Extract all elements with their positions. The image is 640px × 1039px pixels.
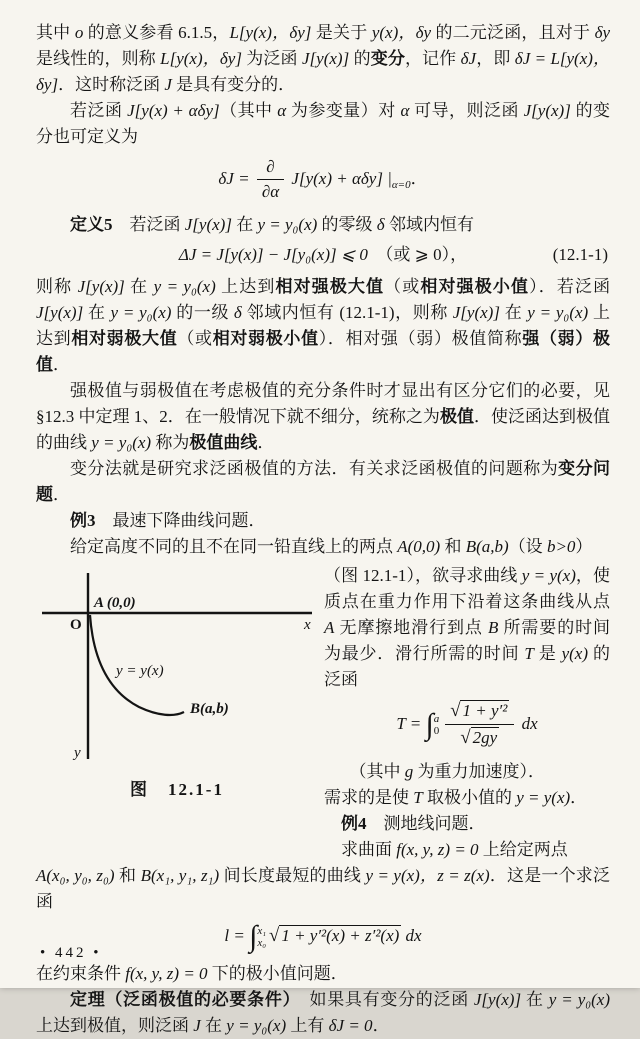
text-segment: J[y(x)] [77, 276, 125, 296]
text-segment: B(x₁, y₁, z₁) [140, 865, 220, 885]
text-segment: B(a,b) [465, 536, 509, 556]
formula-alt: （或 ⩾ 0）， [367, 244, 468, 264]
text-segment: 极值曲线 [189, 432, 258, 452]
text-segment: 求曲面 [341, 839, 397, 859]
text-segment: J[y(x)] [36, 302, 84, 322]
radical-sign: √ [269, 924, 280, 946]
formula-time-functional [324, 700, 610, 750]
paragraph-gravity-note [324, 759, 610, 785]
paragraph-theorem-necessary-condition [36, 987, 610, 1039]
text-segment: 相对强极小值 [420, 276, 530, 296]
formula-body: J[y(x) + αδy] | [287, 168, 392, 188]
text-segment: 上给定两点 [478, 839, 568, 859]
text-segment: ）．若泛函 [529, 276, 611, 296]
text-segment: δy [594, 23, 611, 42]
text-segment: α [277, 101, 287, 120]
text-segment: 变分 [370, 49, 405, 68]
text-segment: y = y₀(x) [548, 989, 611, 1009]
text-segment: J[y(x)] [302, 49, 350, 68]
radicand: 2gy [472, 728, 498, 748]
origin-label: O [70, 616, 82, 633]
text-segment: 的二元泛函，且对于 [431, 23, 595, 42]
text-segment: y = y(x) [521, 565, 576, 585]
formula-subscript: α=0 [391, 179, 411, 192]
text-segment: （或 [177, 328, 213, 348]
text-segment: A(0,0) [397, 536, 441, 556]
text-segment: A [324, 617, 335, 637]
text-segment: 在 [83, 302, 111, 322]
text-segment: o [74, 23, 84, 42]
text-segment: y = y₀(x) [110, 302, 172, 322]
text-segment: 是具有变分的． [171, 75, 296, 94]
text-segment: 相对弱极小值 [212, 328, 319, 348]
text-segment: 给定高度不同的且不在同一铅直线上的两点 [70, 536, 398, 556]
text-segment: （图 12.1-1），欲寻求曲线 [324, 565, 522, 585]
paragraph-brachistochrone-setup [36, 534, 610, 560]
integral-bounds [257, 925, 266, 949]
point-a-label: A (0,0) [94, 594, 136, 611]
text-segment: 相对强极大值 [275, 276, 385, 296]
text-column [324, 563, 610, 863]
text-segment: 为泛函 [241, 49, 303, 68]
text-segment: 强极值与弱极值在考虑极值的充分条件时才显出有区分它们的必要，见 §12.3 中定理 1、2．在一般情况下就不细分，统称之为 [36, 380, 610, 426]
text-segment: 上达到 [36, 302, 611, 348]
text-segment: 定理（泛函极值的必要条件） [70, 989, 292, 1009]
text-segment: 在约束条件 [36, 963, 126, 983]
text-segment: 上有 [286, 1015, 329, 1035]
formula-lhs: l = [224, 925, 250, 945]
radical-sign: √ [460, 727, 471, 749]
text-segment: 最速下降曲线问题． [95, 510, 266, 530]
text-segment: ． [372, 1015, 390, 1035]
integral-sign: ∫ [425, 707, 434, 741]
formula-dx: dx [401, 925, 422, 945]
figure-column [36, 563, 318, 863]
text-segment: 例4 [341, 813, 367, 833]
text-segment: f(x, y, z) = 0 [125, 963, 208, 983]
y-axis-label: y [74, 744, 81, 761]
text-segment: J [164, 75, 172, 94]
text-segment: 若泛函 [70, 101, 128, 120]
text-segment: ．使泛函达到极值的曲线 [36, 406, 611, 452]
text-segment: y = y₀(x) [91, 432, 152, 452]
text-segment: J [193, 1015, 201, 1035]
text-segment: （其中 [219, 101, 278, 120]
point-b-label: B(a,b) [190, 700, 229, 717]
text-segment: ．这是一个求泛函 [36, 865, 610, 911]
text-segment: 变分问题 [36, 458, 611, 504]
fraction [445, 700, 514, 750]
integral-lower: 0 [433, 724, 440, 737]
text-segment: 的一级 [171, 302, 234, 322]
text-segment: b>0 [546, 536, 576, 556]
paragraph-geodesic-setup [324, 837, 610, 863]
text-segment: 取极小值的 [422, 787, 517, 807]
text-segment: y = y₀(x) [527, 302, 589, 322]
text-segment: ． [257, 432, 275, 452]
text-segment: 需求的是使 [324, 787, 414, 807]
text-segment: ． [53, 354, 70, 374]
formula-variation-partial [36, 157, 610, 203]
formula-body: ΔJ = J[y(x)] − J[y₀(x)] ⩽ 0 [178, 244, 368, 264]
paragraph-seek-curve [324, 563, 610, 693]
text-segment: δJ = 0 [328, 1015, 373, 1035]
radicand: 1 + y′² [462, 700, 508, 720]
text-segment: 若泛函 [112, 214, 185, 234]
integral-bounds [434, 713, 440, 737]
integral-upper: a [433, 712, 440, 725]
text-segment: 为重力加速度）． [413, 761, 545, 781]
text-segment: y(x) [561, 643, 589, 663]
paragraph-strong-weak-extrema [36, 274, 610, 378]
two-column-section [36, 563, 610, 863]
text-segment: 邻域内恒有 (12.1-1)，则称 [241, 302, 453, 322]
text-segment: 极值 [439, 406, 474, 426]
text-segment: J[y(x)] [473, 989, 522, 1009]
text-segment: 上达到极值，则泛函 [36, 1015, 194, 1035]
text-segment: 如果具有变分的泛函 [291, 989, 474, 1009]
text-segment: ．这时称泛函 [58, 75, 165, 94]
text-segment: 下的极小值问题． [207, 963, 348, 983]
text-segment: y = y₀(x) [153, 276, 216, 296]
formula-delta-j-inequality [36, 242, 610, 268]
text-segment: 在 [499, 302, 528, 322]
text-segment: ． [53, 484, 70, 504]
text-segment: 的泛函 [324, 643, 611, 689]
text-segment: ． [570, 787, 588, 807]
text-segment: 的意义参看 6.1.5， [83, 23, 230, 42]
text-segment: δJ [460, 49, 477, 68]
text-segment: ）．相对强（弱）极值简称 [318, 328, 523, 348]
formula-lhs: T = [396, 713, 426, 733]
text-segment: 和 [440, 536, 466, 556]
text-segment: 是关于 [311, 23, 372, 42]
text-segment: 上达到 [215, 276, 276, 296]
paragraph-extrema-distinction [36, 378, 610, 456]
text-segment: ，记作 [404, 49, 461, 68]
equation-number: (12.1-1) [552, 244, 608, 264]
integral-upper: x₁ [257, 924, 267, 937]
radicand: 1 + y′²(x) + z′²(x) [281, 925, 400, 945]
text-segment: 邻域内恒有 [384, 214, 474, 234]
text-segment: 则称 [36, 276, 78, 296]
text-segment: 无摩擦地滑行到点 [334, 617, 488, 637]
fraction-numerator [445, 700, 514, 724]
text-segment: y = y(x)，z = z(x) [365, 865, 490, 885]
heading-example-4 [324, 811, 610, 837]
text-segment: 间长度最短的曲线 [219, 865, 366, 885]
text-segment: 在 [231, 214, 258, 234]
text-segment: ，即 [476, 49, 515, 68]
text-segment: J[y(x)] [452, 302, 500, 322]
text-segment: （设 [508, 536, 547, 556]
text-segment: y = y(x) [516, 787, 571, 807]
text-segment: y = y₀(x) [226, 1015, 287, 1035]
text-segment: L[y(x)，δy] [229, 23, 312, 42]
text-segment: T [413, 787, 423, 807]
paragraph-minimize-T [324, 785, 610, 811]
text-segment: 的零级 [317, 214, 377, 234]
text-segment: 在 [124, 276, 154, 296]
paragraph-alpha-derivative [36, 98, 610, 150]
radical-sign: √ [450, 699, 461, 721]
fraction-denominator [445, 724, 514, 749]
text-segment: （或 [384, 276, 421, 296]
paragraph-variational-method [36, 456, 610, 508]
text-segment: g [404, 761, 414, 781]
text-segment: 可导，则泛函 [409, 101, 524, 120]
text-segment: 相对弱极大值 [71, 328, 178, 348]
text-segment: δJ = L[y(x)，δy] [36, 49, 611, 94]
fraction-denominator: ∂α [257, 179, 284, 202]
text-segment: 称为 [151, 432, 190, 452]
text-segment: 所需要的时间为最少．滑行所需的时间 [324, 617, 611, 663]
text-segment: y = y₀(x) [257, 214, 318, 234]
text-segment: ，使质点在重力作用下沿着这条曲线从点 [324, 565, 611, 611]
formula-period: ． [410, 168, 428, 188]
x-axis-label: x [304, 616, 311, 633]
text-segment: 例3 [70, 510, 96, 530]
text-segment: 强（弱）极值 [36, 328, 610, 374]
page-number: • 442 • [40, 945, 102, 961]
text-segment: 变分法就是研究求泛函极值的方法．有关求泛函极值的问题称为 [70, 458, 559, 478]
text-segment: 其中 [36, 23, 75, 42]
paragraph-geodesic-points [36, 863, 610, 915]
text-segment: f(x, y, z) = 0 [396, 839, 479, 859]
integral-sign: ∫ [249, 919, 258, 953]
paragraph-variation-definition [36, 20, 610, 98]
text-segment: 和 [114, 865, 141, 885]
text-segment: A(x₀, y₀, z₀) [36, 865, 115, 885]
text-segment: 的变分也可定义为 [36, 101, 611, 146]
text-segment: 测地线问题． [366, 813, 486, 833]
text-segment: 的 [349, 49, 371, 68]
text-segment: 定义5 [70, 214, 113, 234]
formula-lhs: δJ = [218, 168, 254, 188]
curve-label: y = y(x) [116, 662, 164, 679]
text-segment: J[y(x) + αδy] [127, 101, 220, 120]
paragraph-definition-5 [36, 212, 610, 238]
text-segment: J[y(x)] [523, 101, 571, 120]
formula-dx: dx [517, 713, 538, 733]
text-segment: L[y(x)，δy] [160, 49, 242, 68]
integral-lower: x₀ [257, 936, 267, 949]
text-segment: （其中 [349, 761, 405, 781]
text-segment: δ [233, 302, 242, 322]
text-segment: α [400, 101, 410, 120]
text-segment: δ [376, 214, 385, 234]
text-segment: 是 [533, 643, 562, 663]
text-segment: 为参变量）对 [286, 101, 401, 120]
text-segment: ） [575, 536, 593, 556]
paragraph-constraint [36, 961, 610, 987]
figure-caption: 图 12.1-1 [130, 779, 224, 799]
text-segment: y(x)，δy [371, 23, 432, 42]
text-segment: 在 [521, 989, 549, 1009]
text-segment: T [524, 643, 534, 663]
fraction [257, 157, 284, 203]
text-segment: J[y(x)] [184, 214, 232, 234]
fraction-numerator: ∂ [266, 157, 275, 176]
text-segment: B [487, 617, 499, 637]
heading-example-3 [36, 508, 610, 534]
text-segment: 在 [200, 1015, 227, 1035]
figure-brachistochrone [36, 563, 318, 763]
text-segment: 是线性的，则称 [36, 49, 161, 68]
